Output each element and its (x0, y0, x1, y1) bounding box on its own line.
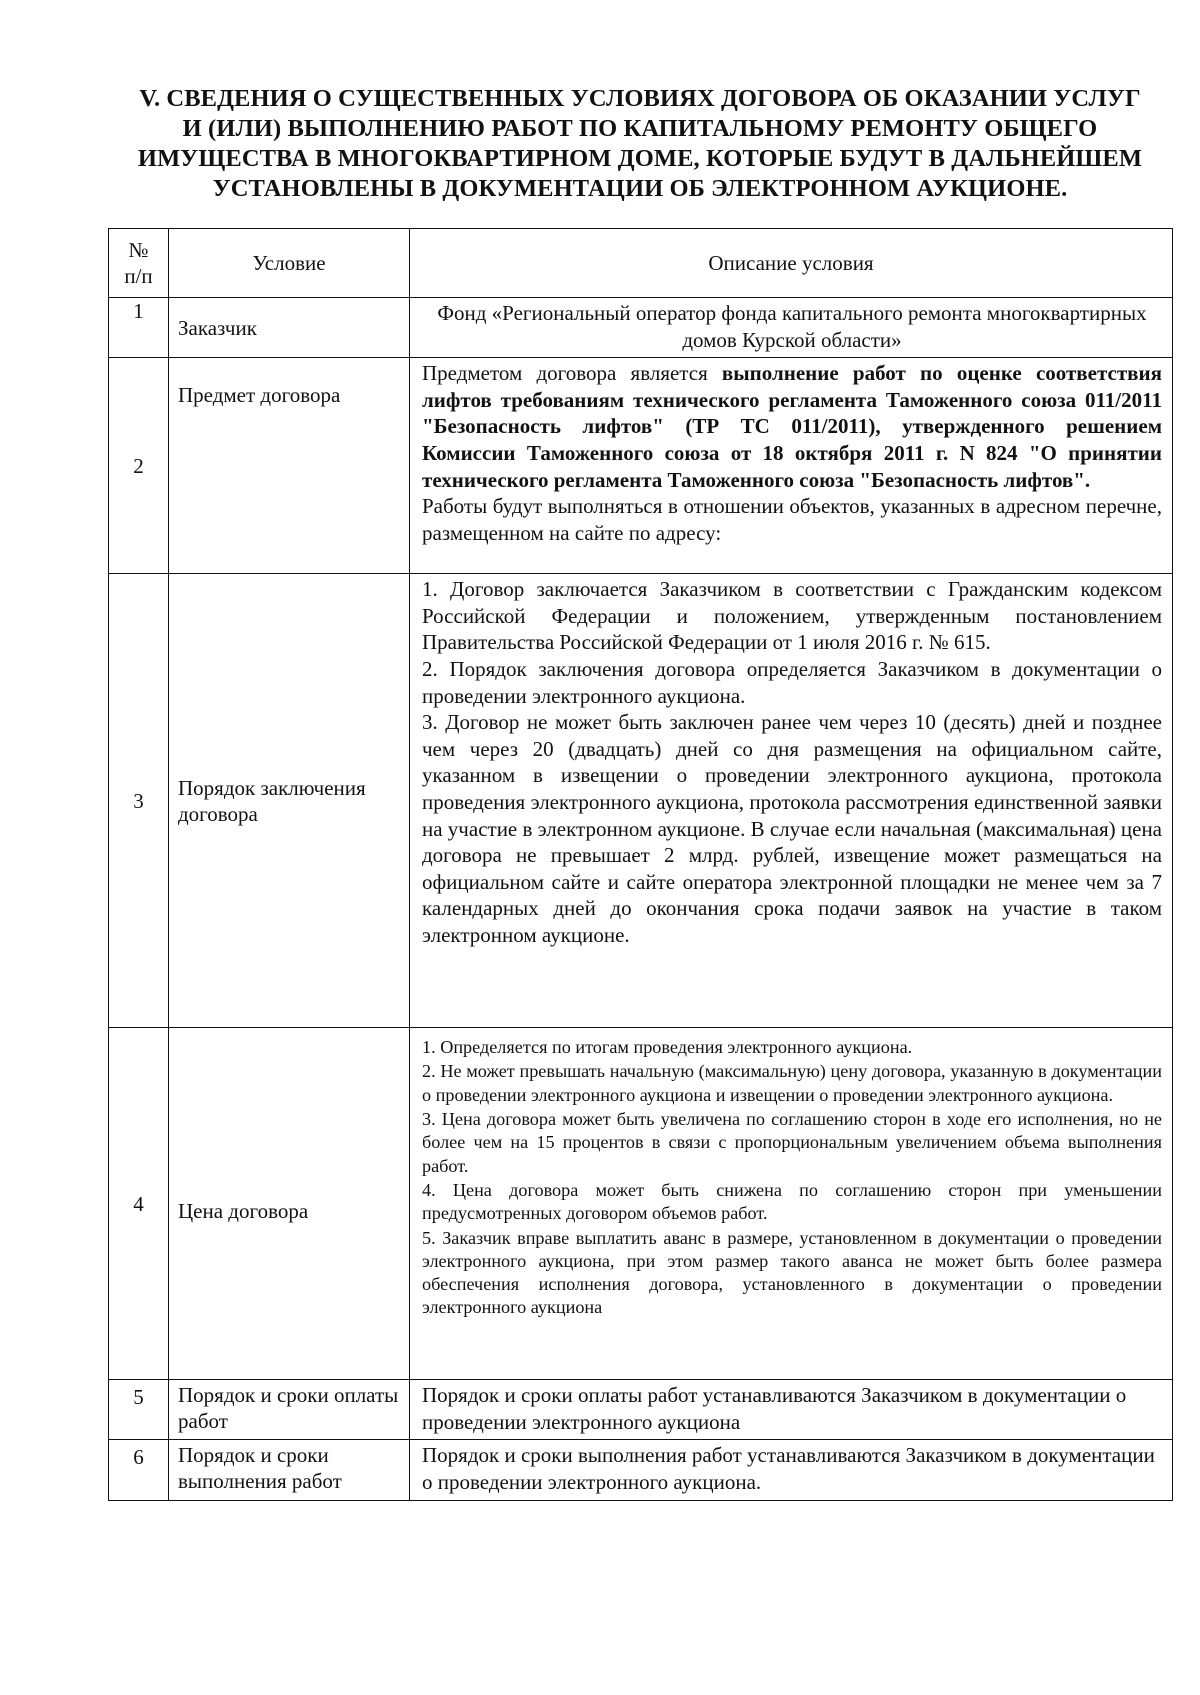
header-num (109, 229, 169, 298)
table-row (109, 298, 1173, 358)
header-num-line-2: п/п (124, 264, 153, 288)
title-line-3: ИМУЩЕСТВА В МНОГОКВАРТИРНОМ ДОМЕ, КОТОРЫЕ БУДУТ В ДАЛЬНЕЙШЕМ (137, 145, 1143, 172)
row-condition: Порядок и сроки выполнения работ (169, 1440, 410, 1500)
row-condition: Порядок и сроки оплаты работ (169, 1380, 410, 1440)
row-description: Порядок и сроки выполнения работ устанавливаются Заказчиком в документации о проведении электронного аукциона. (410, 1440, 1173, 1500)
row-description: Порядок и сроки оплаты работ устанавливаются Заказчиком в документации о проведении электронного аукциона (410, 1380, 1173, 1440)
row-item: 3. Договор не может быть заключен ранее чем через 10 (десять) дней и позднее чем через 20 (двадцать) дней со дня размещения на официальном сайте, указанном в извещении о проведении электронного аукциона, протокола проведения электронного аукциона, протокола рассмотрения единственной заявки на участие в электронном аукционе. В случае если начальная (максимальная) цена договора не превышает 2 млрд. рублей, извещение может размещаться на официальном сайте и сайте оператора электронной площадки не менее чем за 7 календарных дней до окончания срока подачи заявок на участие в таком электронном аукционе. (422, 710, 1163, 947)
row-condition: Порядок заключения договора (169, 574, 410, 1028)
row-item: 2. Не может превышать начальную (максимальную) цену договора, указанную в документации о проведении электронного аукциона и извещении о проведении электронного аукциона. (422, 1061, 1162, 1105)
row-item: 4. Цена договора может быть снижена по соглашению сторон при уменьшении предусмотренных договором объемов работ. (422, 1179, 1162, 1224)
row-num: 5 (109, 1380, 169, 1440)
row-description (410, 358, 1173, 574)
row-description (410, 574, 1173, 1028)
row-item: 2. Порядок заключения договора определяется Заказчиком в документации о проведении электронного аукциона. (422, 656, 1162, 708)
row-num: 3 (109, 574, 169, 1028)
title-line-4: УСТАНОВЛЕНЫ В ДОКУМЕНТАЦИИ ОБ ЭЛЕКТРОННОМ АУКЦИОНЕ. (212, 175, 1068, 202)
row-item: 1. Определяется по итогам проведения электронного аукциона. (422, 1037, 913, 1058)
table-row (109, 1380, 1173, 1440)
title-line-1: V. СВЕДЕНИЯ О СУЩЕСТВЕННЫХ УСЛОВИЯХ ДОГОВОРА ОБ ОКАЗАНИИ УСЛУГ (139, 85, 1141, 112)
row-num: 4 (109, 1028, 169, 1380)
row-description-plain: Предметом договора является (422, 361, 722, 386)
row-item: 3. Цена договора может быть увеличена по соглашению сторон в ходе его исполнения, но не более чем на 15 процентов в связи с пропорциональным увеличением объема выполнения работ. (422, 1109, 1162, 1176)
header-condition: Условие (169, 229, 410, 298)
row-description: Фонд «Региональный оператор фонда капитального ремонта многоквартирных домов Курской области» (410, 298, 1173, 358)
conditions-table (108, 228, 1172, 1501)
row-condition: Предмет договора (169, 358, 410, 574)
row-description-bold: выполнение работ по оценке соответствия лифтов требованиям технического регламента Таможенного союза 011/2011 "Безопасность лифтов" (ТР ТС 011/2011), утвержденного решением Комиссии Таможенного союза от 18 октября 2011 г. N 824 "О принятии технического регламента Таможенного союза "Безопасность лифтов". (422, 361, 1162, 492)
page-title (110, 84, 1170, 204)
table-header-row (109, 229, 1173, 298)
row-item: 5. Заказчик вправе выплатить аванс в размере, установленном в документации о проведении электронного аукциона, при этом размер такого аванса не может быть более размера обеспечения исполнения договора, установленного в документации о проведении электронного аукциона (422, 1227, 1162, 1318)
header-description: Описание условия (410, 229, 1173, 298)
row-num: 6 (109, 1440, 169, 1500)
table-row (109, 1028, 1173, 1380)
row-description (410, 1028, 1173, 1380)
row-condition: Заказчик (169, 298, 410, 358)
row-num: 1 (109, 298, 169, 358)
title-line-2: И (ИЛИ) ВЫПОЛНЕНИЮ РАБОТ ПО КАПИТАЛЬНОМУ РЕМОНТУ ОБЩЕГО (182, 115, 1098, 142)
table-row (109, 358, 1173, 574)
table-row (109, 574, 1173, 1028)
row-item: 1. Договор заключается Заказчиком в соответствии с Гражданским кодексом Российской Федерации и положением, утвержденным постановлением Правительства Российской Федерации от 1 июля 2016 г. № 615. (422, 577, 1162, 655)
table-row (109, 1440, 1173, 1500)
header-num-line-1: № (128, 238, 149, 262)
row-condition: Цена договора (169, 1028, 410, 1380)
row-num: 2 (109, 358, 169, 574)
row-description-extra: Работы будут выполняться в отношении объектов, указанных в адресном перечне, размещенном на сайте по адресу: (422, 494, 1162, 545)
